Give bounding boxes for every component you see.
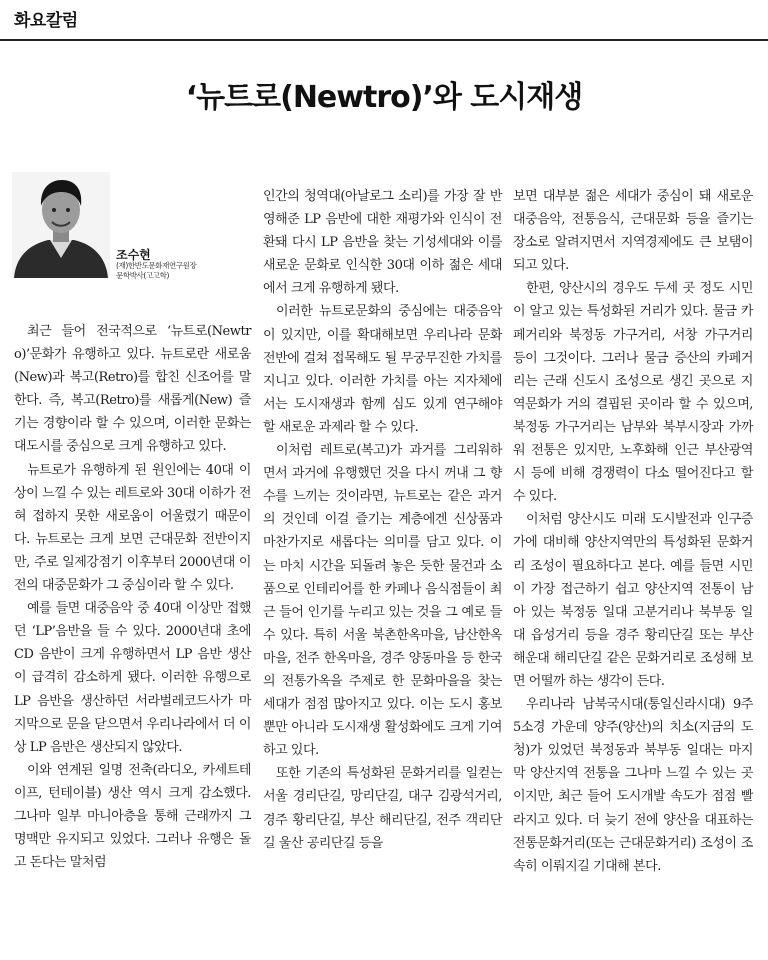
article-column-1 <box>14 320 251 874</box>
author-block <box>12 168 248 278</box>
paragraph: 한편, 양산시의 경우도 두세 곳 정도 시민이 알고 있는 특성화된 거리가 있다. 물금 카페거리와 북정동 가구거리, 서창 가구거리 등이 그것이다. 그러나 물금 증산의 카페거리는 근래 신도시 조성으로 생긴 곳으로 지역문화가 거의 결핍된 곳이라 할 수 있으며, 북정동 가구거리는 남부와 북부시장과 가까워 전통은 있지만, 노후화해 인근 부산광역시 등에 비해 경쟁력이 다소 떨어진다고 할 수 있다. <box>513 281 753 505</box>
section-label: 화요칼럼 <box>14 11 78 31</box>
paragraph: 이처럼 양산시도 미래 도시발전과 인구증가에 대비해 양산지역만의 특성화된 문화거리 조성이 필요하다고 본다. 예를 들면 시민이 가장 접근하기 쉽고 양산지역 전통이 남아 있는 북정동 일대 고분거리나 북부동 일대 읍성거리 등을 경주 황리단길 또는 부산 해운대 해리단길 같은 문화거리로 조성해 보면 어떨까 하는 생각이 든다. <box>513 512 753 689</box>
section-divider <box>0 39 768 41</box>
author-affiliation-line1: (재)한반도문화재연구원장 <box>116 261 197 270</box>
paragraph: 보면 대부분 젊은 세대가 중심이 돼 새로운 대중음악, 전통음식, 근대문화 등을 즐기는 장소로 알려지면서 지역경제에도 큰 보탬이 되고 있다. <box>513 189 753 274</box>
article-column-2 <box>263 185 502 855</box>
paragraph: 예를 들면 대중음악 중 40대 이상만 접했던 ‘LP’음반을 들 수 있다. 2000년대 초에 CD 음반이 크게 유행하면서 LP 음반 생산이 급격히 감소하게 됐다. 이러한 유행으로 LP 음반을 생산하던 서라벌레코드사가 마지막으로 문을 닫으면서 우리나라에서 더 이상 LP 음반은 생산되지 않았다. <box>14 601 251 755</box>
paragraph: 최근 들어 전국적으로 ‘뉴트로(Newtro)’문화가 유행하고 있다. 뉴트로란 새로움(New)과 복고(Retro)를 합친 신조어를 말한다. 즉, 복고(Retro)를 새롭게(New) 즐기는 경향이라 할 수 있으며, 이러한 문화는 대도시를 중심으로 크게 유행하고 있다. <box>14 324 251 455</box>
article-column-3 <box>513 185 753 878</box>
author-photo <box>12 172 110 278</box>
author-name: 조수현 <box>116 248 151 262</box>
paragraph: 이러한 뉴트로문화의 중심에는 대중음악이 있지만, 이를 확대해보면 우리나라 문화 전반에 걸쳐 접목해도 될 무궁무진한 가치를 지니고 있다. 이러한 가치를 아는 지자체에서는 도시재생과 함께 심도 있게 연구해야 할 새로운 과제라 할 수 있다. <box>263 304 502 435</box>
paragraph: 인간의 청역대(아날로그 소리)를 가장 잘 반영해준 LP 음반에 대한 재평가와 인식이 전환돼 다시 LP 음반을 찾는 기성세대와 이를 새로운 문화로 인식한 30대 이하 젊은 세대에서 크게 유행하게 됐다. <box>263 189 502 297</box>
paragraph: 이처럼 레트로(복고)가 과거를 그리워하면서 과거에 유행했던 것을 다시 꺼내 그 향수를 느끼는 것이라면, 뉴트로는 같은 과거의 것인데 이걸 즐기는 계층에겐 신상품과 마찬가지로 새롭다는 의미를 담고 있다. 이는 마치 시간을 되돌려 놓은 듯한 물건과 소품으로 인테리어를 한 카페나 음식점들이 최근 들어 인기를 누리고 있는 것을 그 예로 들 수 있다. 특히 서울 북촌한옥마을, 남산한옥마을, 전주 한옥마을, 경주 양동마을 등 한국의 전통가옥을 주제로 한 문화마을을 찾는 세대가 점점 많아지고 있다. 이는 도시 홍보뿐만 아니라 도시재생 활성화에도 크게 기여하고 있다. <box>263 443 502 759</box>
author-affiliation <box>116 261 196 281</box>
paragraph: 또한 기존의 특성화된 문화거리를 일컫는 서울 경리단길, 망리단길, 대구 김광석거리, 경주 황리단길, 부산 해리단길, 전주 객리단길 울산 공리단길 등을 <box>263 766 502 851</box>
article-headline: ‘뉴트로(Newtro)’와 도시재생 <box>185 80 583 115</box>
paragraph: 뉴트로가 유행하게 된 원인에는 40대 이상이 느낄 수 있는 레트로와 30대 이하가 전혀 접하지 못한 새로움이 어울렸기 때문이다. 뉴트로는 크게 보면 근대문화 전반이지만, 주로 일제강점기 이후부터 2000년대 이전의 대중문화가 그 중심이라 할 수 있다. <box>14 462 251 594</box>
author-affiliation-line2: 문학박사(고고학) <box>116 271 169 280</box>
paragraph: 이와 연계된 일명 전축(라디오, 카세트테이프, 턴테이블) 생산 역시 크게 감소했다. 그나마 일부 마니아층을 통해 근래까지 그 명맥만 유지되고 있었다. 그러나 유행은 돌고 돈다는 말처럼 <box>14 762 251 871</box>
paragraph: 우리나라 남북국시대(통일신라시대) 9주 5소경 가운데 양주(양산)의 치소(지금의 도청)가 있었던 북정동과 북부동 일대는 마지막 양산지역 전통을 그나마 느낄 수 있는 곳이지만, 최근 들어 도시개발 속도가 점점 빨라지고 있다. 더 늦기 전에 양산을 대표하는 전통문화거리(또는 근대문화거리) 조성이 조속히 이뤄지길 기대해 본다. <box>513 697 753 874</box>
